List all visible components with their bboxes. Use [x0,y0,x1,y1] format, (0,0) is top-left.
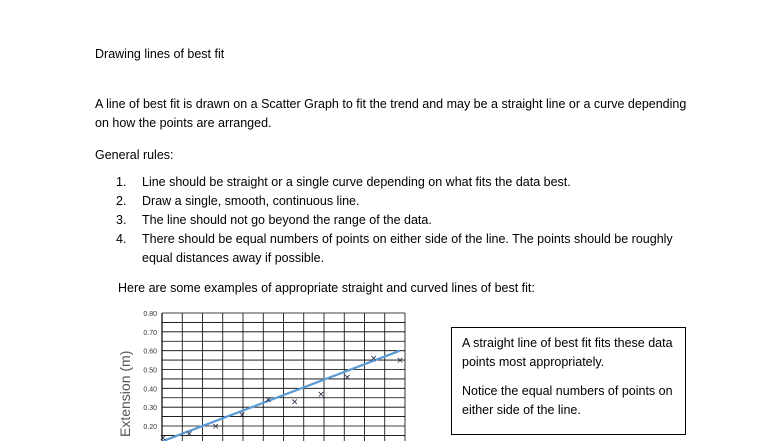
note-line-1: A straight line of best fit fits these data points most appropriately. [462,336,673,369]
rule-item [116,173,687,192]
y-tick-label: 0.50 [143,367,157,375]
rule-number: 1. [116,175,127,189]
page-title: Drawing lines of best fit [95,47,225,61]
data-point-marker: × [396,356,404,367]
rules-heading: General rules: [95,148,174,162]
rule-text: Draw a single, smooth, continuous line. [142,194,360,208]
data-point-marker: × [343,373,352,384]
y-tick-label: 0.80 [143,311,157,318]
data-point-marker: × [211,422,220,432]
y-tick-label: 0.20 [143,424,157,431]
y-axis-label: Extension (m) [117,350,133,437]
data-point-marker: × [369,354,378,365]
rule-number: 2. [116,194,127,208]
data-point-marker: × [264,395,273,406]
rule-item [116,192,687,211]
y-tick-labels [143,311,157,431]
data-point-marker: × [159,433,167,441]
scatter-chart [110,305,410,441]
rule-number: 3. [116,213,127,227]
rule-number: 4. [116,232,127,246]
intro-paragraph: A line of best fit is drawn on a Scatter Graph to fit the trend and may be a straight line or a curve depending on how the points are arranged. [95,97,687,130]
y-tick-label: 0.70 [143,329,157,337]
data-point-marker: × [317,389,325,400]
examples-intro: Here are some examples of appropriate straight and curved lines of best fit: [118,281,535,295]
data-point-marker: × [185,429,194,440]
rule-item [116,230,687,268]
rule-text: The line should not go beyond the range of the data. [142,213,432,227]
rules-list [116,173,687,268]
chart-grid [162,313,405,441]
y-tick-label: 0.40 [143,386,157,394]
rule-text: Line should be straight or a single curve depending on what fits the data best. [142,175,571,189]
y-tick-label: 0.60 [143,348,157,356]
rule-text: There should be equal numbers of points on either side of the line. The points should be roughly equal distances away if possible. [142,232,673,265]
data-point-marker: × [238,410,246,421]
data-point-marker: × [290,397,299,408]
rule-item [116,211,687,230]
y-tick-label: 0.30 [143,405,157,413]
note-box [451,327,686,435]
note-line-2: Notice the equal numbers of points on either side of the line. [462,384,673,417]
